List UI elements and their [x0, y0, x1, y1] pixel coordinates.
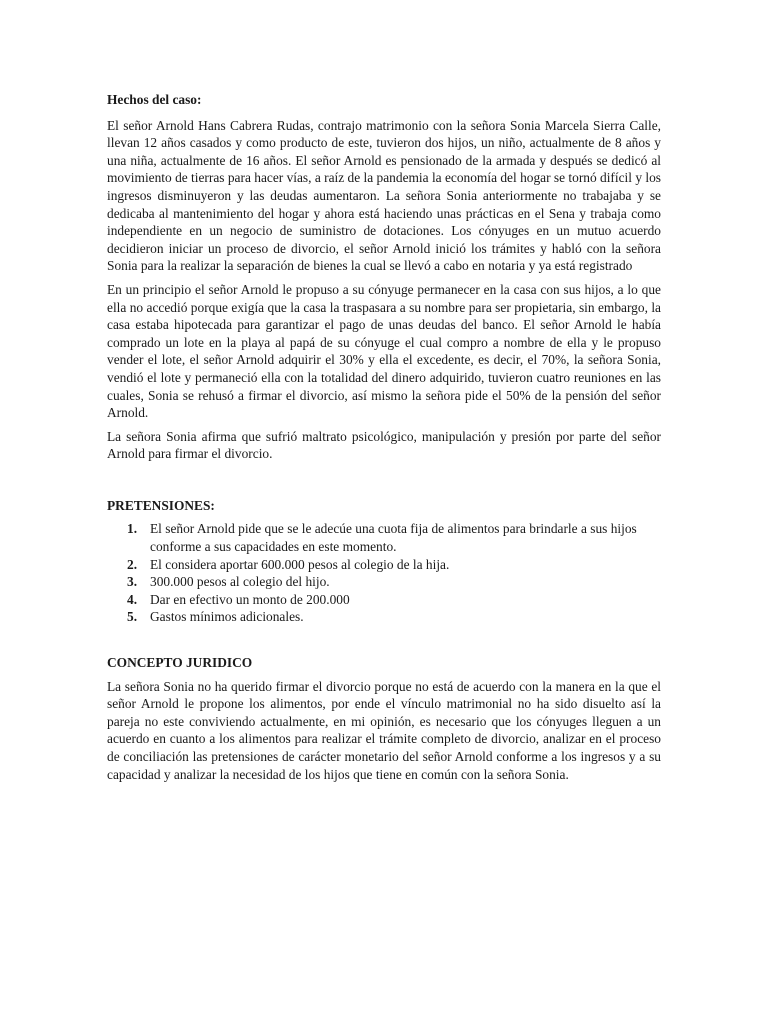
claims-item-text: El señor Arnold pide que se le adecúe una cuota fija de alimentos para brindarle a sus hijos conforme a sus capacidades en este momento. — [150, 521, 637, 555]
section-spacer — [107, 469, 661, 497]
claims-item-text: Gastos mínimos adicionales. — [150, 609, 304, 625]
document-page — [107, 91, 661, 789]
claims-heading: PRETENSIONES: — [107, 497, 215, 513]
claims-item-number: 2. — [127, 556, 138, 572]
claims-list — [107, 520, 661, 626]
case-facts-heading: Hechos del caso: — [107, 92, 202, 107]
legal-concept-paragraph: La señora Sonia no ha querido firmar el divorcio porque no está de acuerdo con la manera en la que el señor Arnold le propone los alimentos, por ende el vínculo matrimonial no ha sido disuelto así la pareja no este conviviendo actualmente, en mi opinión, es necesario que los cónyuges lleguen a un acuerdo en cuanto a los alimentos para realizar el trámite completo de divorcio, analizar en el proceso de conciliación las pretensiones de carácter monetario del señor Arnold conforme a los ingresos y a su capacidad y analizar la necesidad de los hijos que tiene en común con la señora Sonia. — [107, 678, 661, 782]
claims-list-item-2 — [107, 556, 661, 574]
claims-item-number: 4. — [127, 591, 138, 607]
claims-list-item-1 — [107, 520, 661, 555]
section-spacer — [107, 626, 661, 654]
claims-list-item-3 — [107, 573, 661, 591]
case-facts-paragraph-3: La señora Sonia afirma que sufrió maltrato psicológico, manipulación y presión por parte del señor Arnold para firmar el divorcio. — [107, 428, 661, 462]
claims-item-number: 5. — [127, 609, 138, 625]
claims-item-text: Dar en efectivo un monto de 200.000 — [150, 591, 350, 607]
claims-item-number: 3. — [127, 574, 138, 590]
claims-item-text: 300.000 pesos al colegio del hijo. — [150, 574, 330, 590]
claims-item-text: El considera aportar 600.000 pesos al colegio de la hija. — [150, 556, 450, 572]
legal-concept-heading: CONCEPTO JURIDICO — [107, 655, 253, 671]
case-facts-paragraph-1: El señor Arnold Hans Cabrera Rudas, contrajo matrimonio con la señora Sonia Marcela Sierra Calle, llevan 12 años casados y como producto de este, tuvieron dos hijos, un niño, actualmente de 8 años y una niña, actualmente de 16 años. El señor Arnold es pensionado de la armada y después se dedicó al movimiento de tierras para hacer vías, a raíz de la pandemia la economía del hogar se tornó difícil y los ingresos disminuyeron y las deudas aumentaron. La señora Sonia anteriormente no trabajaba y se dedicaba al mantenimiento del hogar y ahora está haciendo unas prácticas en el Sena y trabaja como independiente en un negocio de suministro de dotaciones. Los cónyuges en un mutuo acuerdo decidieron iniciar un proceso de divorcio, el señor Arnold inició los trámites y habló con la señora Sonia para la realizar la separación de bienes la cual se llevó a cabo en notaria y ya está registrado — [107, 117, 662, 274]
claims-item-number: 1. — [127, 521, 138, 537]
claims-list-item-4 — [107, 591, 661, 609]
case-facts-paragraph-2: En un principio el señor Arnold le propuso a su cónyuge permanecer en la casa con sus hijos, a lo que ella no accedió porque exigía que la casa la traspasara a su nombre para ser propietaria, sin embargo, la casa estaba hipotecada para garantizar el pago de unas deudas del banco. El señor Arnold le había comprado un lote en la playa al papá de su cónyuge el cual compro a nombre de ella y le propuso vender el lote, el señor Arnold adquirir el 30% y ella el excedente, es decir, el 70%, la señora Sonia, vendió el lote y permaneció ella con la totalidad del dinero adquirido, tuvieron cuatro reuniones en las cuales, Sonia se rehusó a firmar el divorcio, así mismo la señora pide el 50% de la pensión del señor Arnold. — [107, 281, 661, 421]
claims-list-item-5 — [107, 608, 661, 626]
